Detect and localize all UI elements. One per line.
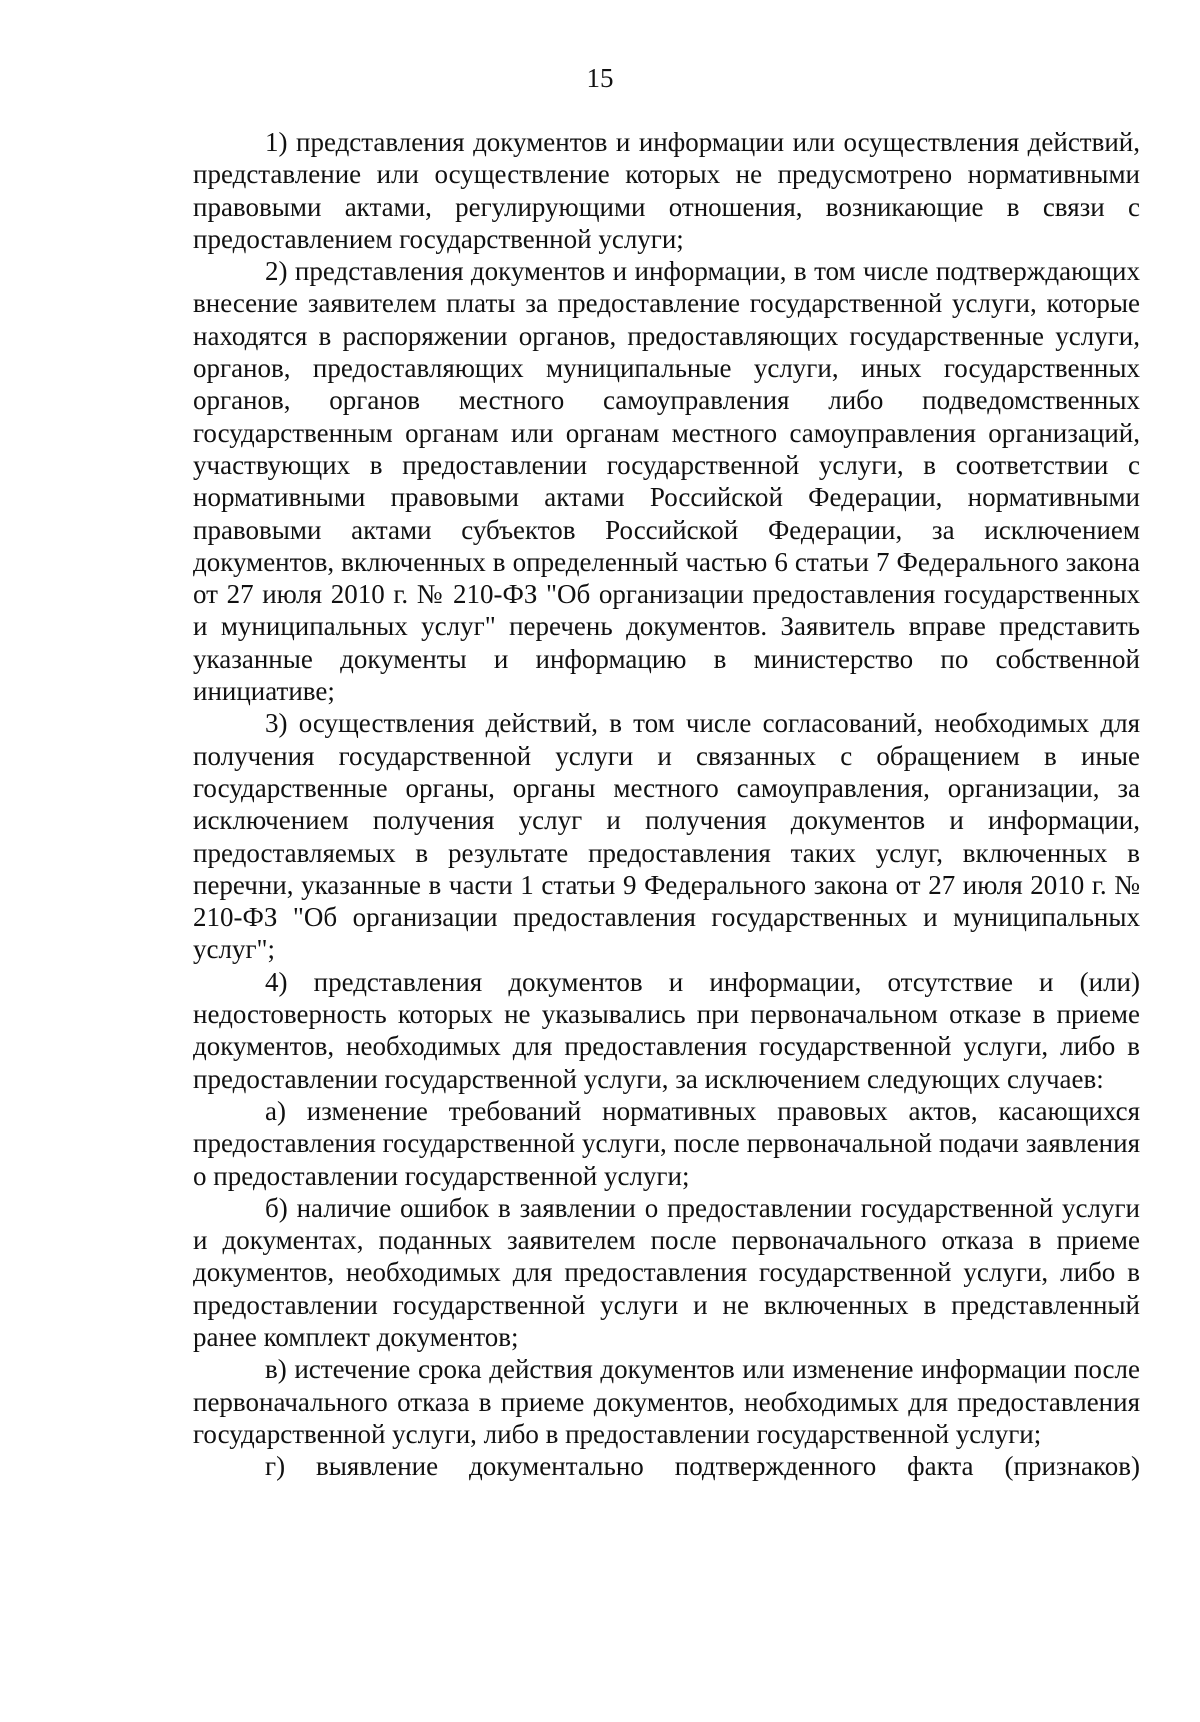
document-body <box>193 126 1140 1482</box>
page-number: 15 <box>586 63 614 93</box>
paragraph-subitem-g: г) выявление документально подтвержденного факта (признаков) <box>265 1451 1140 1482</box>
paragraph-subitem-a: а) изменение требований нормативных правовых актов, касающихся предоставления государственной услуги, после первоначальной подачи заявления о предоставлении государственной услуги; <box>193 1095 1140 1191</box>
paragraph-item-2: 2) представления документов и информации, в том числе подтверждающих внесение заявителем платы за предоставление государственной услуги, которые находятся в распоряжении органов, предоставляющих государственные услуги, органов, предоставляющих муниципальные услуги, иных государственных органов, органов местного самоуправления либо подведомственных государственным органам или органам местного самоуправления организаций, участвующих в предоставлении государственной услуги, в соответствии с нормативными правовыми актами Российской Федерации, нормативными правовыми актами субъектов Российской Федерации, за исключением документов, включенных в определенный частью 6 статьи 7 Федерального закона от 27 июля 2010 г. № 210-ФЗ "Об организации предоставления государственных и муниципальных услуг" перечень документов. Заявитель вправе представить указанные документы и информацию в министерство по собственной инициативе; <box>193 256 1140 707</box>
paragraph-item-3: 3) осуществления действий, в том числе согласований, необходимых для получения государственной услуги и связанных с обращением в иные государственные органы, органы местного самоуправления, организации, за исключением получения услуг и получения документов и информации, предоставляемых в результате предоставления таких услуг, включенных в перечни, указанные в части 1 статьи 9 Федерального закона от 27 июля 2010 г. № 210-ФЗ "Об организации предоставления государственных и муниципальных услуг"; <box>193 708 1140 965</box>
paragraph-subitem-v: в) истечение срока действия документов или изменение информации после первоначального отказа в приеме документов, необходимых для предоставления государственной услуги, либо в предоставлении государственной услуги; <box>193 1354 1140 1449</box>
paragraph-subitem-b: б) наличие ошибок в заявлении о предоставлении государственной услуги и документах, поданных заявителем после первоначального отказа в приеме документов, необходимых для предоставления государственной услуги, либо в предоставлении государственной услуги и не включенных в представленный ранее комплект документов; <box>193 1192 1140 1352</box>
paragraph-item-1: 1) представления документов и информации или осуществления действий, представление или осуществление которых не предусмотрено нормативными правовыми актами, регулирующими отношения, возникающие в связи с предоставлением государственной услуги; <box>193 127 1140 254</box>
paragraph-item-4: 4) представления документов и информации, отсутствие и (или) недостоверность которых не указывались при первоначальном отказе в приеме документов, необходимых для предоставления государственной услуги, либо в предоставлении государственной услуги, за исключением следующих случаев: <box>193 966 1140 1094</box>
